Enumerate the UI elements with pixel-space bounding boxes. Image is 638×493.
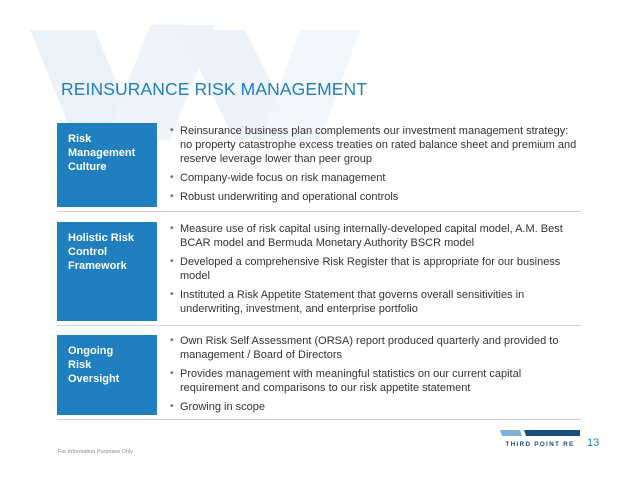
bullet-item: • Reinsurance business plan complements our investment management strategy: no property catastrophe excess treaties on rated balance sheet and premium and reserve leverage lower than peer group [166,124,581,166]
bullet-item: • Provides management with meaningful statistics on our current capital requirement and comparisons to our risk appetite statement [166,367,581,395]
bullet-item: • Instituted a Risk Appetite Statement that governs overall sensitivities in underwriting, investment, and enterprise portfolio [166,288,581,316]
row-label-line: Holistic Risk [68,232,135,244]
bullet-item: • Own Risk Self Assessment (ORSA) report produced quarterly and provided to management / Board of Directors [166,334,581,362]
row-label-line: Oversight [68,373,120,385]
row-label-line: Framework [68,260,127,272]
bullet-list-holistic-risk-control-framework [166,222,581,321]
bullet-list-ongoing-risk-oversight [166,334,581,419]
row-label-ongoing-risk-oversight [57,335,157,415]
row-label-line: Risk [68,359,92,371]
row-divider [57,325,581,326]
logo-text: THIRD POINT RE [505,441,575,448]
row-label-holistic-risk-control-framework [57,222,157,321]
row-divider [57,419,581,420]
page-number: 13 [587,437,600,449]
row-label-line: Management [68,147,136,159]
footer-disclaimer: For Information Purposes Only [58,449,133,455]
bullet-item: • Company-wide focus on risk management [166,171,581,185]
row-label-risk-management-culture [57,123,157,207]
row-label-line: Ongoing [68,345,114,357]
bullet-list-risk-management-culture [166,124,581,209]
bullet-item: • Measure use of risk capital using internally-developed capital model, A.M. Best BCAR model and Bermuda Monetary Authority BSCR model [166,222,581,250]
row-label-line: Culture [68,161,107,173]
logo-mark-icon [500,430,580,436]
bullet-item: • Robust underwriting and operational controls [166,190,581,204]
row-label-line: Risk [68,133,92,145]
row-divider [57,211,581,212]
company-logo [500,430,580,452]
bullet-item: • Growing in scope [166,400,581,414]
row-label-line: Control [68,246,108,258]
page-title: REINSURANCE RISK MANAGEMENT [61,79,368,99]
background-watermark [0,0,400,140]
bullet-item: • Developed a comprehensive Risk Register that is appropriate for our business model [166,255,581,283]
